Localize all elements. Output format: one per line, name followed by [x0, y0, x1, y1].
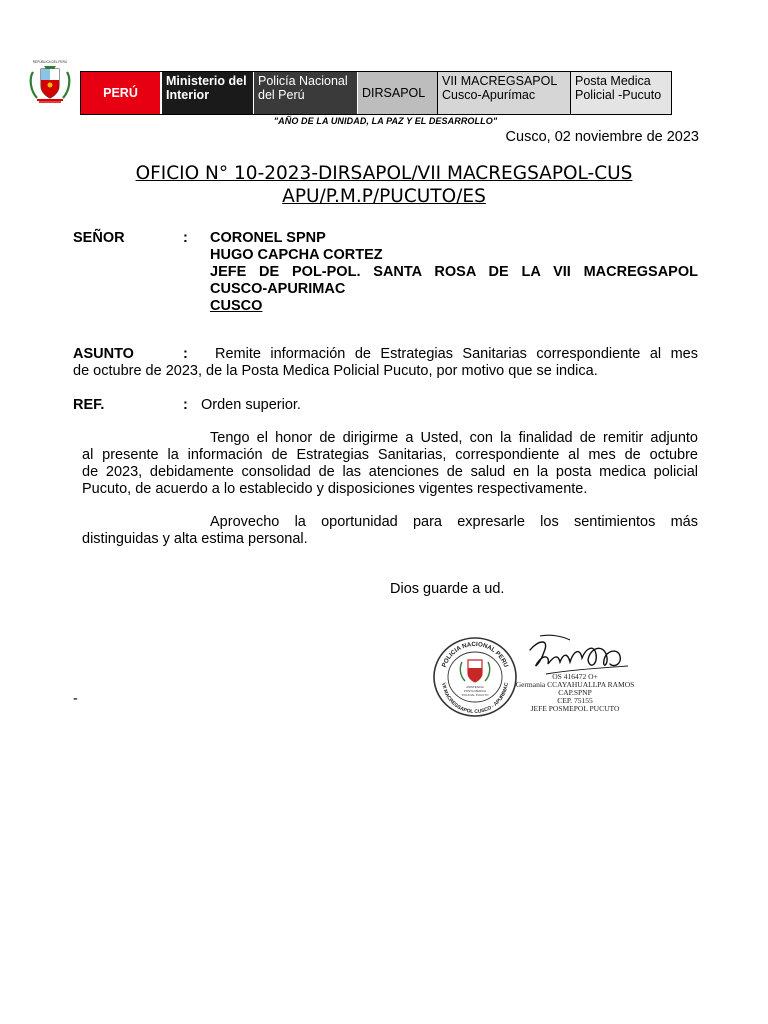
svg-text:POLICIA NACIONAL PERU: POLICIA NACIONAL PERU	[440, 640, 510, 669]
document-date: Cusco, 02 noviembre de 2023	[505, 129, 699, 145]
svg-text:POSTA MEDICA: POSTA MEDICA	[463, 689, 487, 693]
signature-line5: JEFE POSMEPOL PUCUTO	[530, 704, 620, 713]
svg-text:ASISTENCIA: ASISTENCIA	[466, 685, 484, 689]
police-seal-icon	[432, 636, 518, 718]
ref-text: Orden superior.	[201, 397, 301, 413]
body-p1-line4: Pucuto, de acuerdo a lo establecido y disposiciones vigentes respectivamente.	[82, 481, 588, 497]
body-p1-line3: de 2023, debidamente consolidad de las atenciones de salud en la posta medica policial	[82, 464, 698, 480]
institution-banner	[80, 71, 672, 115]
banner-posta	[570, 72, 671, 114]
banner-dirsapol: DIRSAPOL	[357, 72, 437, 114]
signature-line1: OS 416472 O+	[552, 672, 598, 681]
dash-mark: -	[73, 691, 78, 707]
banner-policia: Policía Nacional del Perú	[253, 72, 357, 114]
banner-macregsapol-line1: VII MACREGSAPOL	[442, 74, 558, 88]
asunto-line2: de octubre de 2023, de la Posta Medica Policial Pucuto, por motivo que se indica.	[73, 363, 598, 379]
asunto-label: ASUNTO	[73, 346, 134, 362]
title-line1: OFICIO N° 10-2023-DIRSAPOL/VII MACREGSAPOL-CUS	[135, 163, 633, 184]
banner-posta-line2: Policial -Pucuto	[575, 88, 662, 102]
recipient-line5: CUSCO	[210, 298, 263, 314]
recipient-block	[210, 230, 698, 315]
title-line2: APU/P.M.P/PUCUTO/ES	[282, 186, 486, 207]
svg-text:VII MACREGSAPOL CUSCO - APURIM: VII MACREGSAPOL CUSCO - APURIMAC	[440, 682, 510, 716]
signature-line4: CEP. 75155	[557, 696, 593, 705]
body-p2-line2: distinguidas y alta estima personal.	[82, 531, 308, 547]
banner-ministerio: Ministerio del Interior	[160, 72, 253, 114]
body-p2-line1: Aprovecho la oportunidad para expresarle los sentimientos más	[210, 514, 698, 530]
banner-macregsapol-line2: Cusco-Apurímac	[442, 88, 536, 102]
recipient-line2: HUGO CAPCHA CORTEZ	[210, 247, 383, 263]
banner-posta-line1: Posta Medica	[575, 74, 651, 88]
asunto-colon: :	[183, 346, 188, 362]
signature-line3: CAP.SPNP	[558, 688, 592, 697]
body-p1-line2: al presente la información de Estrategias Sanitarias, correspondiente al mes de octubre	[82, 447, 698, 463]
svg-text:POLICIAL PUCUTO: POLICIAL PUCUTO	[461, 693, 489, 697]
recipient-label: SEÑOR	[73, 230, 125, 246]
svg-text:REPÚBLICA DEL PERÚ: REPÚBLICA DEL PERÚ	[32, 60, 68, 64]
banner-peru: PERÚ	[81, 72, 160, 114]
recipient-line3: JEFE DE POL-POL. SANTA ROSA DE LA VII MACREGSAPOL	[210, 264, 698, 280]
signature-block	[510, 673, 640, 713]
asunto-line1: Remite información de Estrategias Sanitarias correspondiente al mes	[215, 346, 698, 362]
ref-colon: :	[183, 397, 188, 413]
closing-text: Dios guarde a ud.	[390, 581, 505, 597]
recipient-colon: :	[183, 230, 188, 246]
year-motto: "AÑO DE LA UNIDAD, LA PAZ Y EL DESARROLLO"	[273, 116, 498, 126]
recipient-line1: CORONEL SPNP	[210, 230, 326, 246]
signature-line2: Germania CCAYAHUALLPA RAMOS	[515, 680, 635, 689]
banner-macregsapol	[437, 72, 570, 114]
body-p1-line1: Tengo el honor de dirigirme a Usted, con la finalidad de remitir adjunto	[210, 430, 698, 446]
ref-label: REF.	[73, 397, 105, 413]
document-title	[0, 162, 768, 208]
peru-coat-of-arms-icon	[27, 58, 73, 106]
recipient-line4: CUSCO-APURIMAC	[210, 281, 346, 297]
